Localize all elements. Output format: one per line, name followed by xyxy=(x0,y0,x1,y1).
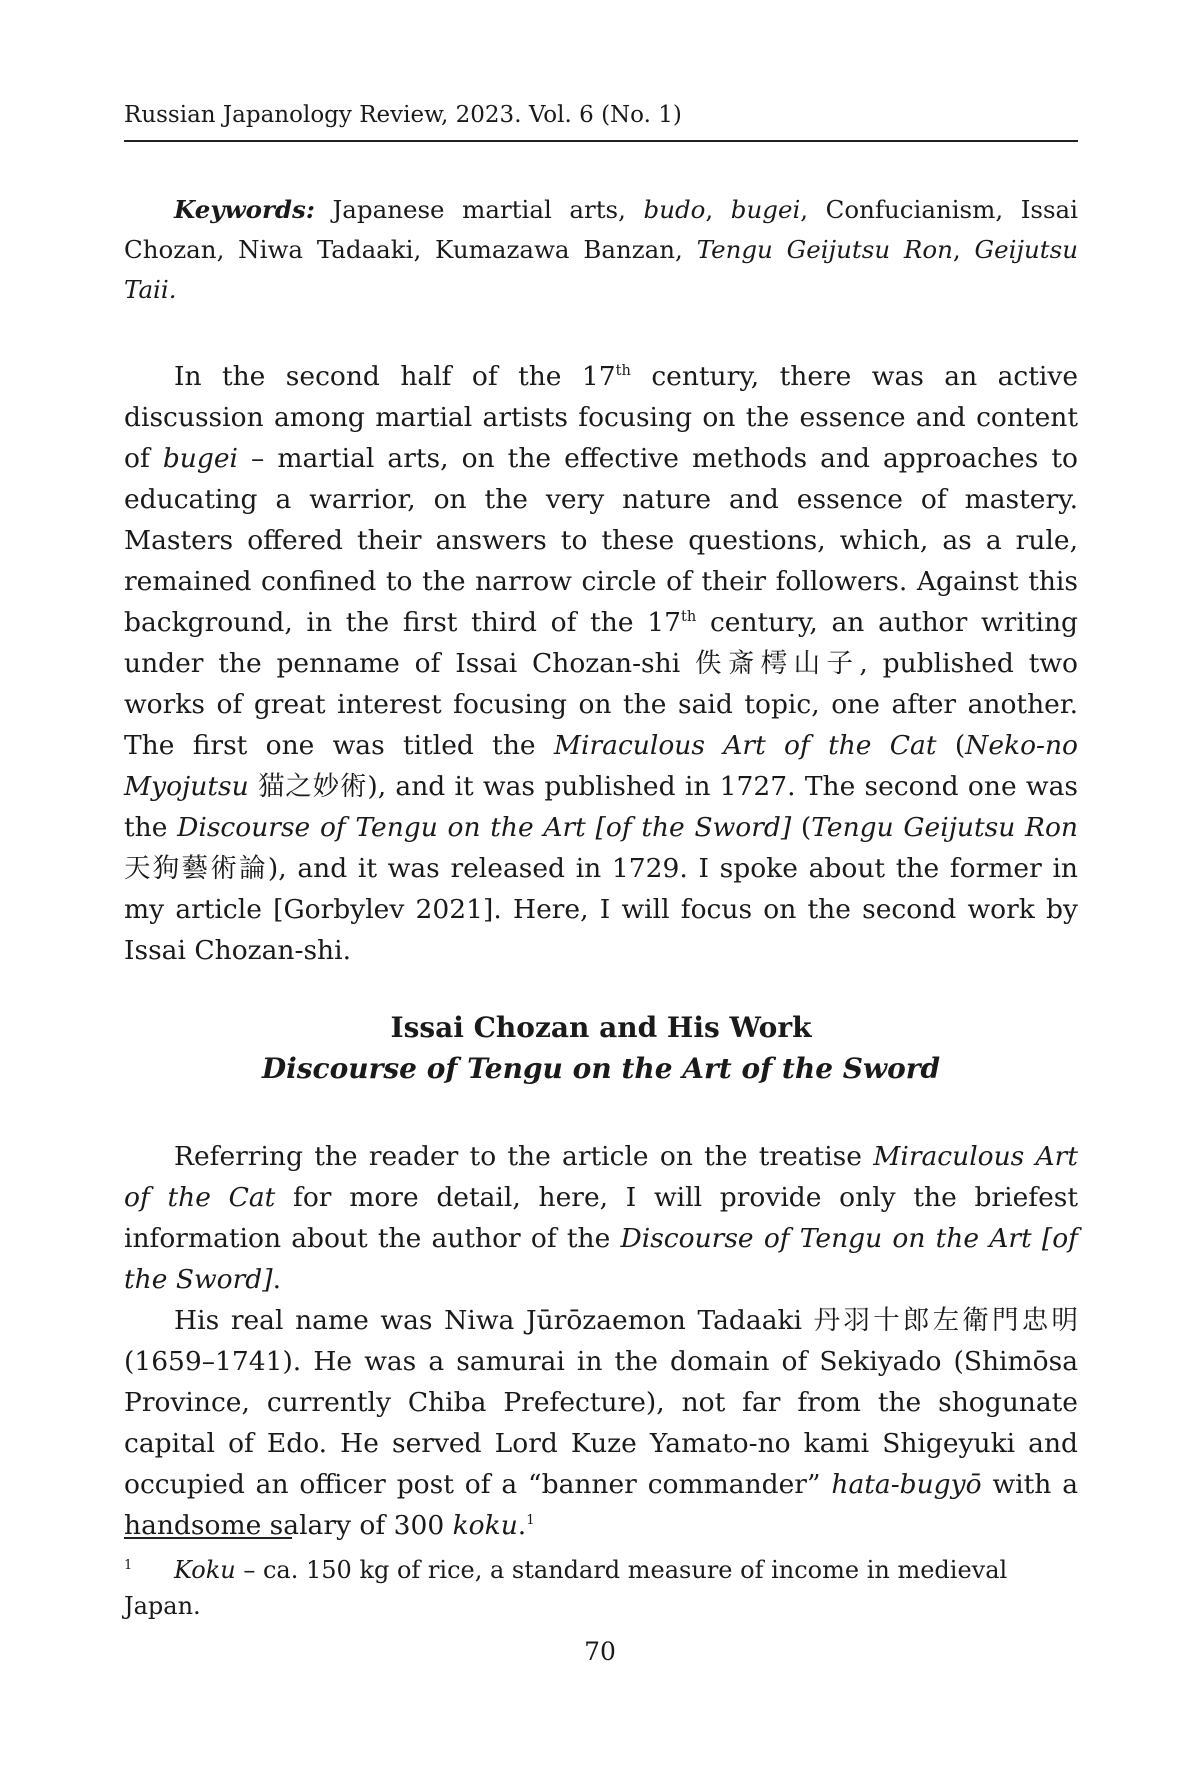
keywords-paragraph: Keywords: Japanese martial arts, budo, bugei, Confucianism, Issai Chozan, Niwa Tadaaki, Kumazawa Banzan, Tengu Geijutsu Ron, Geijutsu Taii. xyxy=(124,195,1079,304)
keywords-label: Keywords: xyxy=(174,195,315,224)
header-rule xyxy=(124,140,1078,142)
footnote-term: Koku xyxy=(174,1556,236,1584)
author-intro-paragraph: Referring the reader to the article on the treatise Miraculous Art of the Cat for more detail, here, I will provide only the briefest information about the author of the Discourse of Tengu on the Art [of the Sword]. xyxy=(124,1141,1078,1295)
footnote-reference[interactable]: 1 xyxy=(526,1513,535,1529)
page-number: 70 xyxy=(584,1637,616,1666)
footnote: 1 Koku – ca. 150 kg of rice, a standard measure of income in medieval Japan. xyxy=(124,1556,1008,1620)
section-heading-line1: Issai Chozan and His Work xyxy=(390,1011,812,1044)
author-bio-paragraph: His real name was Niwa Jūrōzaemon Tadaaki 丹羽十郎左衛門忠明 (1659–1741). He was a samurai in the domain of Sekiyado (Shimōsa Province, currently Chiba Prefecture), not far from the shogunate capital of Edo. He served Lord Kuze Yamato-no kami Shigeyuki and occupied an officer post of a “banner commander” hata-bugyō with a handsome salary of 300 koku.$^1$ xyxy=(124,1305,1078,1541)
running-header: Russian Japanology Review, 2023. Vol. 6 (No. 1) xyxy=(124,102,682,128)
intro-block xyxy=(124,356,1078,971)
intro-paragraph: In the second half of the 17th century, there was an active discussion among martial artists focusing on the essence and content of bugei – martial arts, on the effective methods and approaches to educating a warrior, on the very nature and essence of mastery. Masters offered their answers to these questions, which, as a rule, remained confined to the narrow circle of their followers. Against this background, in the first third of the 17th century, an author writing under the penname of Issai Chozan-shi 佚斎樗山子, published two works of great interest focusing on the said topic, one after another. The first one was titled the Miraculous Art of the Cat (Neko-no Myojutsu 猫之妙術), and it was published in 1727. The second one was the Discourse of Tengu on the Art [of the Sword] (Tengu Geijutsu Ron 天狗藝術論), and it was released in 1729. I spoke about the former in my article [Gorbylev 2021]. Here, I will focus on the second work by Issai Chozan-shi. xyxy=(124,361,1079,966)
body-block xyxy=(124,1136,1078,1546)
footnote-rule xyxy=(124,1537,292,1539)
keywords-block xyxy=(124,190,1078,310)
section-heading-line2: Discourse of Tengu on the Art of the Sword xyxy=(261,1052,941,1085)
section-heading xyxy=(124,1007,1078,1089)
footnote-text: – ca. 150 kg of rice, a standard measure of income in medieval Japan. xyxy=(124,1556,1008,1620)
